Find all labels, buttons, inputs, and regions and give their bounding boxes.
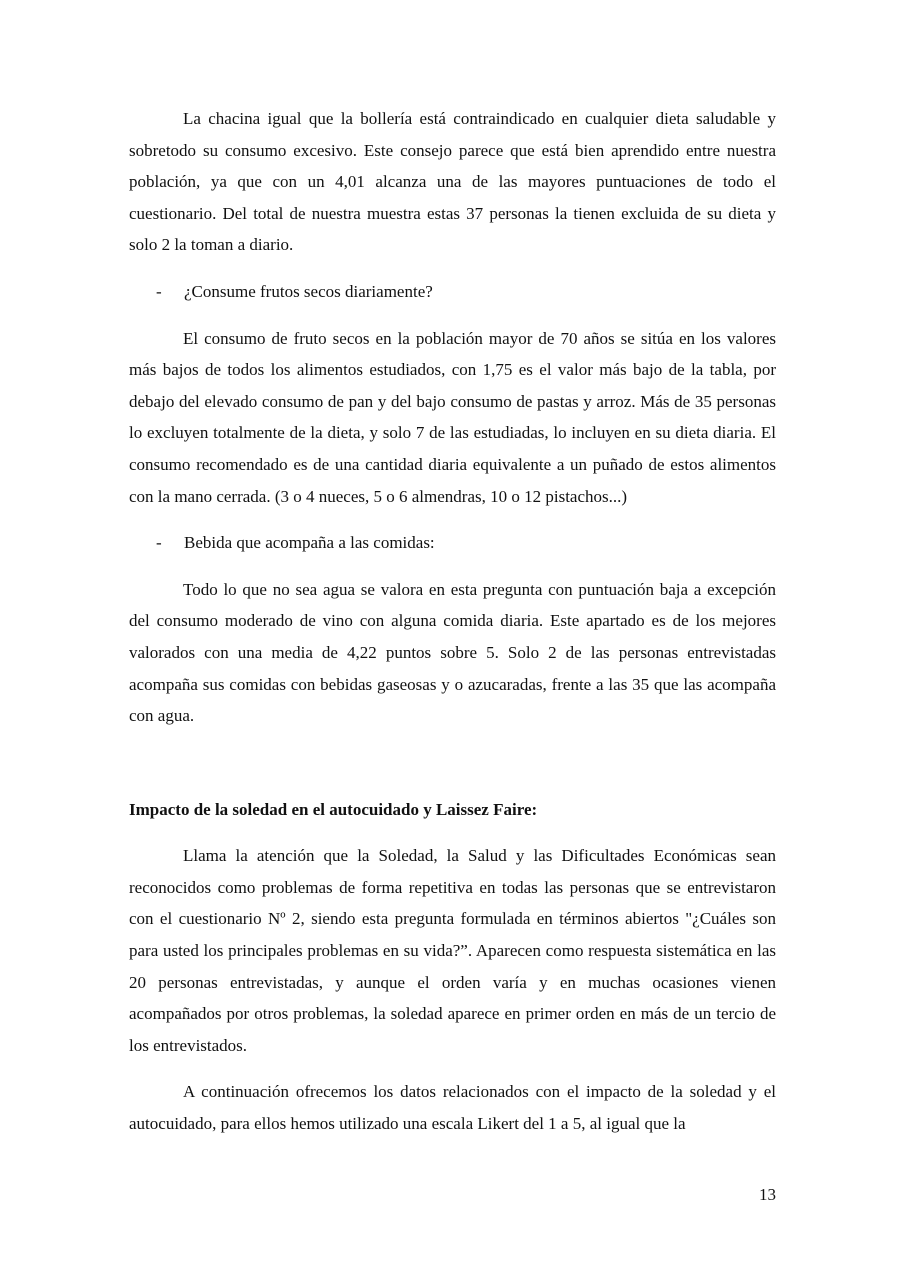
bullet-text: Bebida que acompaña a las comidas: (184, 533, 435, 553)
page-number: 13 (759, 1185, 776, 1204)
paragraph-loneliness: Llama la atención que la Soledad, la Salud y las Dificultades Económicas sean reconocidos como problemas de forma repetitiva en todas las personas que se entrevistaron con el cuestionario Nº 2, siendo esta pregunta formulada en términos abiertos "¿Cuáles son para usted los principales problemas en su vida?”. Aparecen como respuesta sistemática en las 20 personas entrevistadas, y aunque el orden varía y en muchas ocasiones vienen acompañados por otros problemas, la soledad aparece en primer orden en más de un tercio de los entrevistados. (129, 846, 776, 1055)
paragraph-continuation: A continuación ofrecemos los datos relacionados con el impacto de la soledad y el autocuidado, para ellos hemos utilizado una escala Likert del 1 a 5, al igual que la (129, 1082, 776, 1134)
paragraph-chacina: La chacina igual que la bollería está contraindicado en cualquier dieta saludable y sobretodo su consumo excesivo. Este consejo parece que está bien aprendido entre nuestra población, ya que con un 4,01 alcanza una de las mayores puntuaciones de todo el cuestionario. Del total de nuestra muestra estas 37 personas la tienen excluida de su dieta y solo 2 la toman a diario. (129, 109, 776, 255)
bullet-text: ¿Consume frutos secos diariamente? (184, 281, 433, 301)
bullet-dash: - (156, 281, 162, 301)
document-body (129, 103, 776, 1155)
section-spacer (129, 747, 776, 794)
bullet-drinks-question (129, 527, 776, 559)
bullet-dash: - (156, 533, 162, 553)
paragraph-nuts: El consumo de fruto secos en la población mayor de 70 años se sitúa en los valores más bajos de todos los alimentos estudiados, con 1,75 es el valor más bajo de la tabla, por debajo del elevado consumo de pan y del bajo consumo de pastas y arroz. Más de 35 personas lo excluyen totalmente de la dieta, y solo 7 de las estudiadas, lo incluyen en su dieta diaria. El consumo recomendado es de una cantidad diaria equivalente a un puñado de estos alimentos con la mano cerrada. (3 o 4 nueces, 5 o 6 almendras, 10 o 12 pistachos...) (129, 328, 776, 506)
section-heading: Impacto de la soledad en el autocuidado y Laissez Faire: (129, 799, 538, 819)
paragraph-drinks: Todo lo que no sea agua se valora en esta pregunta con puntuación baja a excepción del consumo moderado de vino con alguna comida diaria. Este apartado es de los mejores valorados con una media de 4,22 puntos sobre 5. Solo 2 de las personas entrevistadas acompaña sus comidas con bebidas gaseosas y o azucaradas, frente a las 35 que las acompaña con agua. (129, 579, 776, 726)
bullet-nuts-question (129, 276, 776, 308)
